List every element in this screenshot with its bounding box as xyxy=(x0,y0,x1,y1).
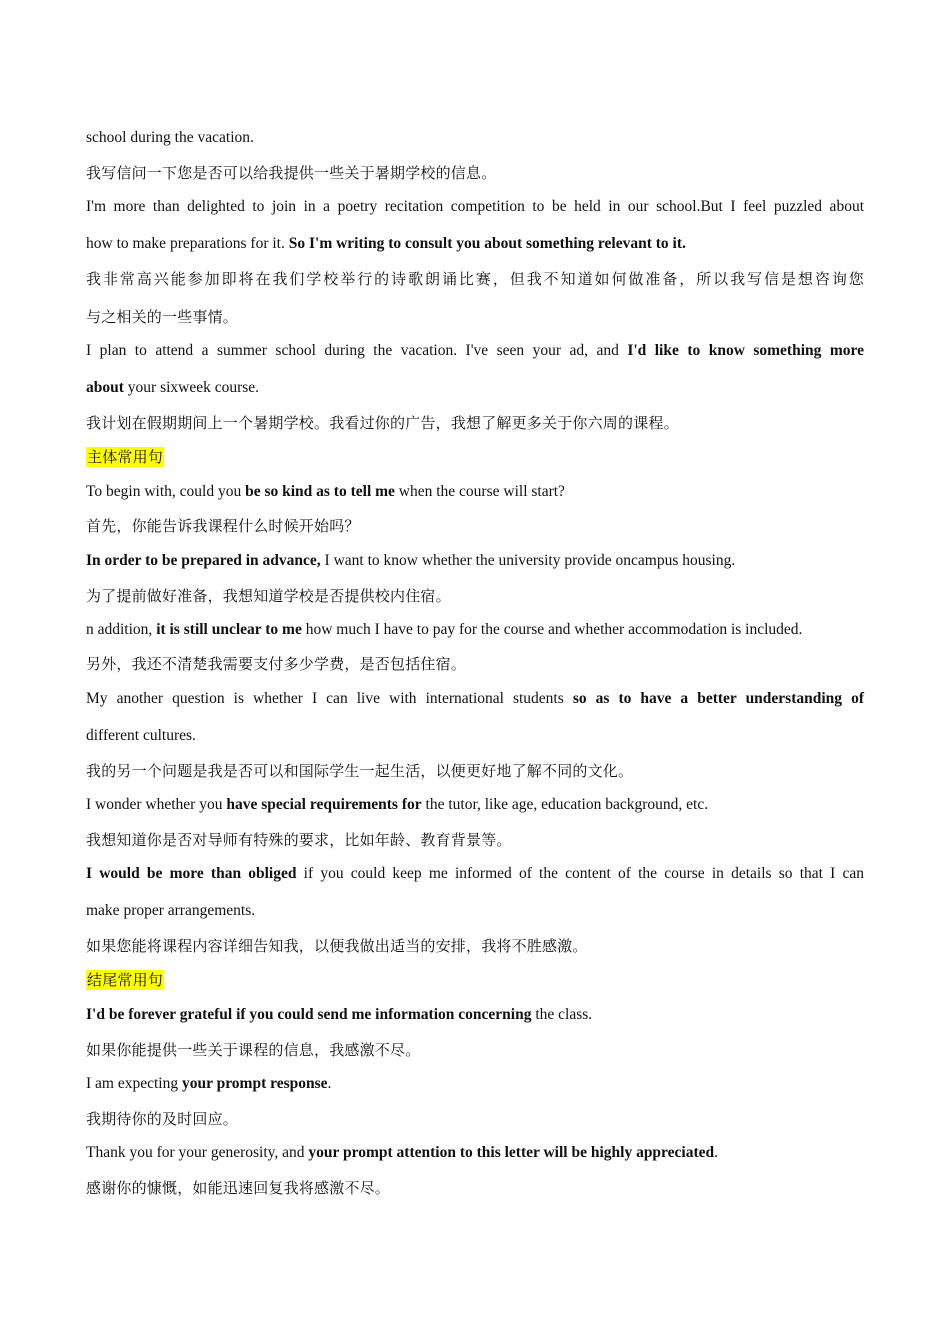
bold-phrase: so as to have a better understanding of xyxy=(572,690,864,707)
bold-phrase: your prompt attention to this letter will be highly appreciated xyxy=(308,1144,715,1161)
text-line: I am expecting your prompt response. xyxy=(86,1075,332,1092)
bold-phrase: In order to be prepared in advance, xyxy=(86,552,321,569)
text-line: n addition, it is still unclear to me how much I have to pay for the course and whether accommodation is included. xyxy=(86,621,803,638)
text-line: I would be more than obliged if you could keep me informed of the content of the course in details so that I can xyxy=(86,865,864,882)
bold-phrase: So I'm writing to consult you about something relevant to it. xyxy=(288,235,686,252)
text-line: I'd be forever grateful if you could send me information concerning the class. xyxy=(86,1006,593,1023)
text-line-zh: 与之相关的一些事情。 xyxy=(86,308,239,326)
text-line-zh: 另外，我还不清楚我需要支付多少学费，是否包括住宿。 xyxy=(86,655,467,673)
text-line-zh: 我非常高兴能参加即将在我们学校举行的诗歌朗诵比赛，但我不知道如何做准备，所以我写信是想咨询您 xyxy=(86,270,864,288)
bold-phrase: be so kind as to tell me xyxy=(245,483,395,500)
text-line: I wonder whether you have special requirements for the tutor, like age, education background, etc. xyxy=(86,796,709,813)
text-line-zh: 为了提前做好准备，我想知道学校是否提供校内住宿。 xyxy=(86,587,451,605)
text-line-zh: 如果您能将课程内容详细告知我，以便我做出适当的安排，我将不胜感激。 xyxy=(86,937,588,955)
bold-phrase: I'd like to know something more xyxy=(627,342,865,359)
text-line-zh: 我想知道你是否对导师有特殊的要求，比如年龄、教育背景等。 xyxy=(86,831,512,849)
text-line-zh: 如果你能提供一些关于课程的信息，我感激不尽。 xyxy=(86,1041,421,1059)
text-line: I'm more than delighted to join in a poetry recitation competition to be held in our school.But I feel puzzled about xyxy=(86,198,864,215)
text-line: about your sixweek course. xyxy=(86,379,260,396)
text-line-zh: 首先，你能告诉我课程什么时候开始吗？ xyxy=(86,517,360,535)
section-heading-body: 主体常用句 xyxy=(87,448,164,466)
bold-phrase: have special requirements for xyxy=(226,796,422,813)
text-line: I plan to attend a summer school during the vacation. I've seen your ad, and I'd like to know something more xyxy=(86,342,865,359)
text-line-zh: 感谢你的慷慨，如能迅速回复我将感激不尽。 xyxy=(86,1179,391,1197)
text-line: My another question is whether I can live with international students so as to have a better understanding of xyxy=(86,690,864,707)
text-line: different cultures. xyxy=(86,727,196,744)
text-line-zh: 我写信问一下您是否可以给我提供一些关于暑期学校的信息。 xyxy=(86,164,497,182)
text-line: school during the vacation. xyxy=(86,129,254,146)
text-line-zh: 我计划在假期期间上一个暑期学校。我看过你的广告，我想了解更多关于你六周的课程。 xyxy=(86,414,679,432)
bold-phrase: it is still unclear to me xyxy=(156,621,302,638)
bold-phrase: I would be more than obliged xyxy=(86,865,297,882)
text-line: Thank you for your generosity, and your prompt attention to this letter will be highly appreciated. xyxy=(86,1144,719,1161)
bold-phrase: about xyxy=(86,379,124,396)
text-line-zh: 我期待你的及时回应。 xyxy=(86,1110,239,1128)
bold-phrase: your prompt response xyxy=(181,1075,328,1092)
bold-phrase: I'd be forever grateful if you could send me information concerning xyxy=(86,1006,532,1023)
text-line-zh: 我的另一个问题是我是否可以和国际学生一起生活，以便更好地了解不同的文化。 xyxy=(86,762,634,780)
text-line: To begin with, could you be so kind as to tell me when the course will start? xyxy=(86,483,565,500)
text-line: how to make preparations for it. So I'm writing to consult you about something relevant to it. xyxy=(86,235,686,252)
section-heading-closing: 结尾常用句 xyxy=(87,971,164,989)
text-line: make proper arrangements. xyxy=(86,902,256,919)
text-line: In order to be prepared in advance, I want to know whether the university provide oncampus housing. xyxy=(86,552,736,569)
